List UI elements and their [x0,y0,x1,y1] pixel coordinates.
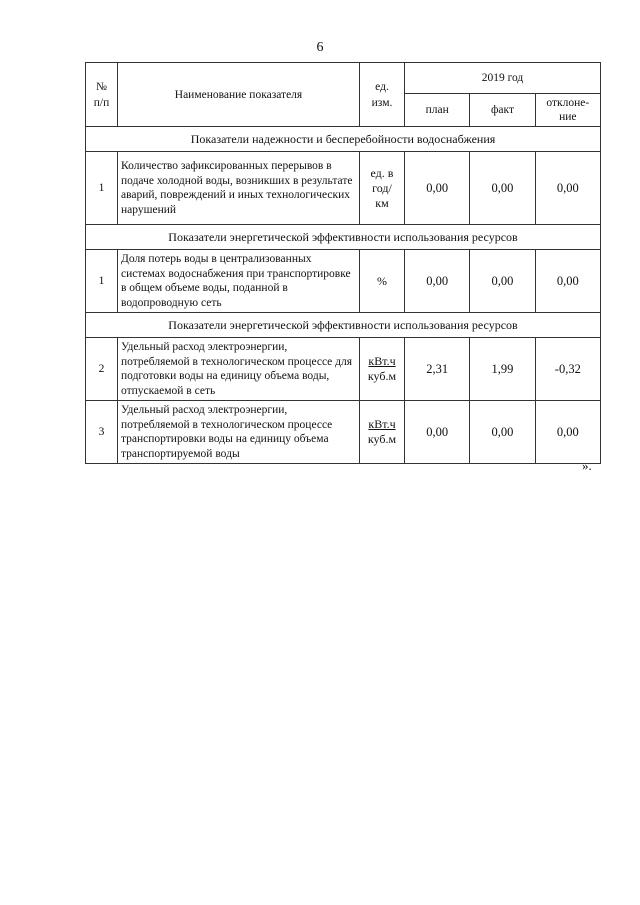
row-num: 2 [86,338,118,401]
table-row [86,250,601,313]
table-row [86,152,601,225]
row-plan: 0,00 [405,250,470,313]
row-name: Доля потерь воды в централизованных системах водоснабжения при транспортировке в общем объеме воды, поданной в водопроводную сеть [118,250,360,313]
row-plan: 2,31 [405,338,470,401]
section-title: Показатели надежности и бесперебойности водоснабжения [86,127,601,152]
header-year: 2019 год [405,63,601,94]
section-row [86,225,601,250]
table-row [86,401,601,464]
row-unit [360,152,405,225]
unit-bottom: куб.м [367,432,397,446]
row-deviation: 0,00 [535,250,600,313]
row-name: Количество зафиксированных перерывов в подаче холодной воды, возникших в результате аварий, повреждений и иных технологических нарушений [118,152,360,225]
section-row [86,313,601,338]
header-fact: факт [470,94,535,127]
page-number: 6 [316,40,324,55]
section-title: Показатели энергетической эффективности использования ресурсов [86,313,601,338]
section-title: Показатели энергетической эффективности использования ресурсов [86,225,601,250]
unit-bottom: куб.м [367,369,397,383]
header-name: Наименование показателя [118,63,360,127]
row-unit [360,401,405,464]
row-num: 1 [86,250,118,313]
header-deviation: отклоне- ние [535,94,600,127]
unit-top: кВт.ч [368,417,396,431]
row-plan: 0,00 [405,152,470,225]
unit-top: ед. в [370,165,394,180]
row-deviation: -0,32 [535,338,600,401]
row-deviation: 0,00 [535,152,600,225]
row-name: Удельный расход электроэнергии, потребляемой в технологическом процессе для подготовки воды на единицу объема воды, отпускаемой в сеть [118,338,360,401]
row-num: 1 [86,152,118,225]
row-fact: 0,00 [470,152,535,225]
indicators-table [85,62,601,464]
table-row [86,338,601,401]
header-plan: план [405,94,470,127]
row-unit [360,250,405,313]
row-plan: 0,00 [405,401,470,464]
unit-bottom: год/ км [372,180,392,210]
row-fact: 0,00 [470,401,535,464]
section-row [86,127,601,152]
row-unit [360,338,405,401]
row-fact: 0,00 [470,250,535,313]
closing-quote-mark: ». [582,458,592,473]
header-num: № п/п [86,63,118,127]
unit-top: кВт.ч [368,354,396,368]
row-num: 3 [86,401,118,464]
unit-top: % [377,273,387,288]
row-deviation: 0,00 [535,401,600,464]
row-name: Удельный расход электроэнергии, потребляемой в технологическом процессе транспортировки воды на единицу объема транспортируемой воды [118,401,360,464]
row-fact: 1,99 [470,338,535,401]
header-unit: ед. изм. [360,63,405,127]
